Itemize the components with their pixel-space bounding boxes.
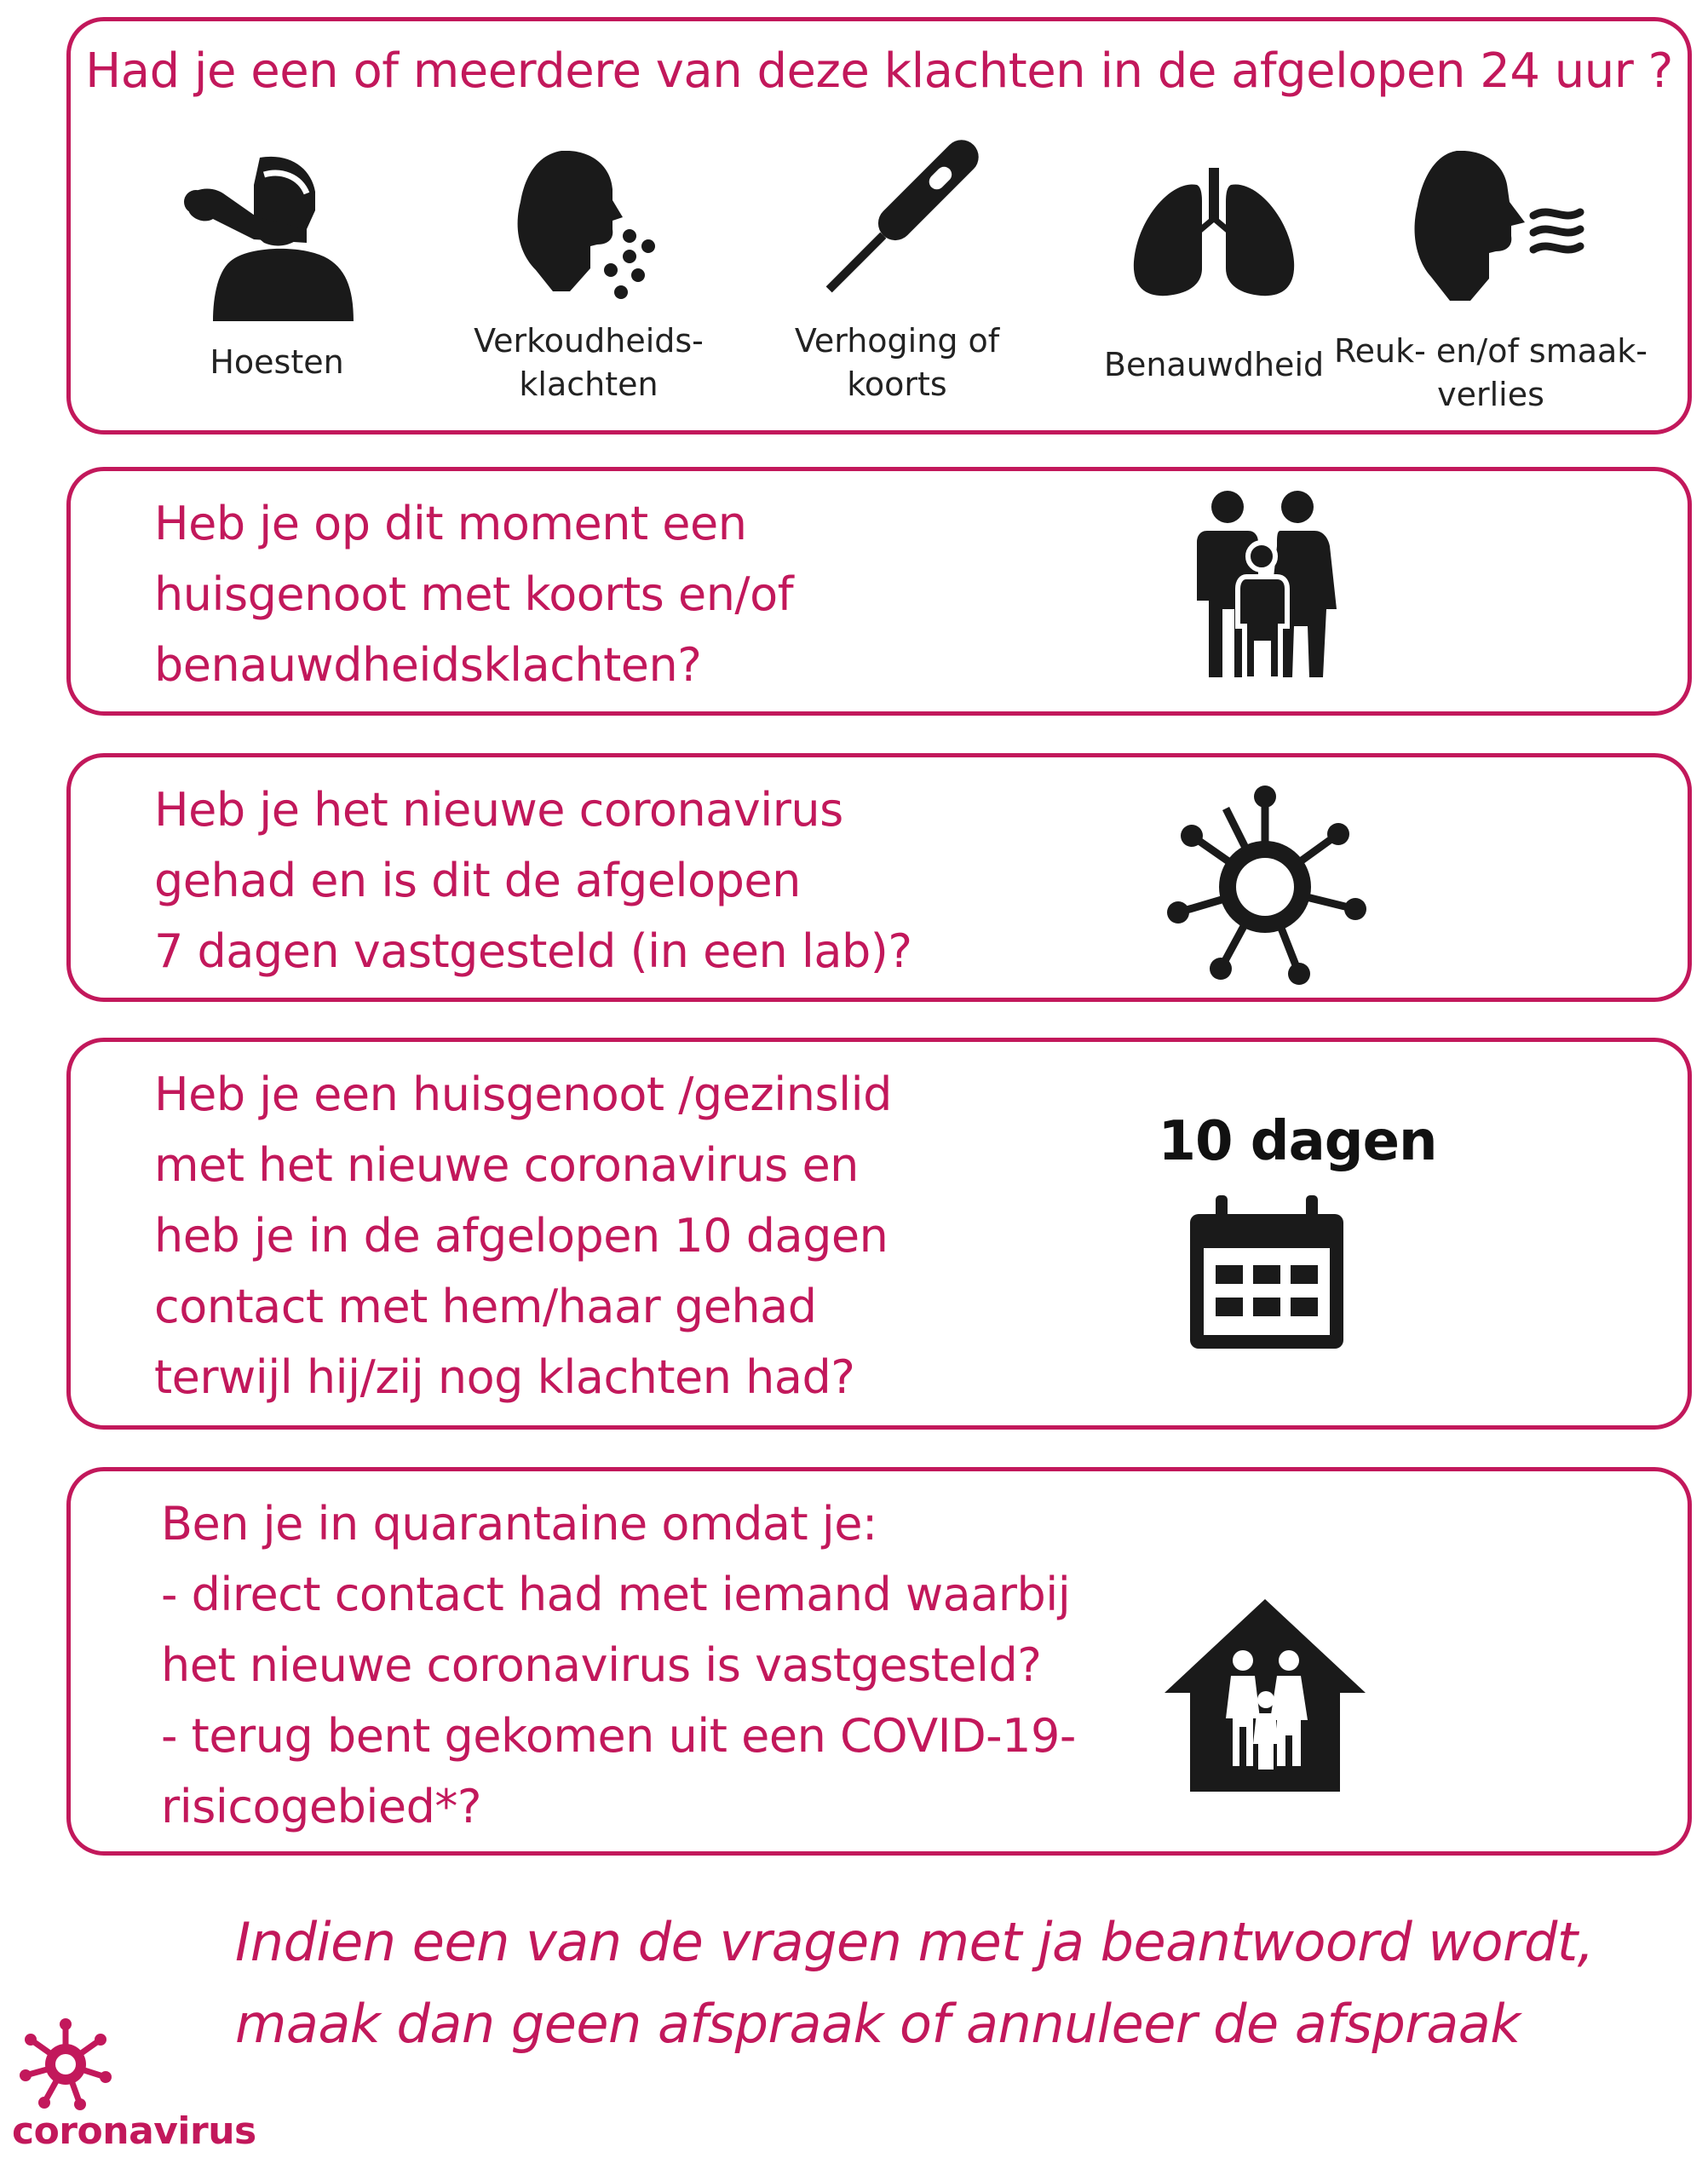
logo-text: coronavirus (12, 2109, 256, 2153)
housemate-infected-panel (66, 1038, 1692, 1430)
symptom-list (71, 132, 1688, 422)
sneezing-head-icon (502, 151, 672, 300)
symptom-label-cough: Hoesten (210, 343, 344, 381)
lungs-icon (1129, 168, 1299, 304)
virus-logo-icon (19, 2017, 112, 2111)
symptoms-panel (66, 17, 1692, 434)
symptom-smell (1329, 132, 1653, 422)
smelling-head-icon (1406, 151, 1602, 304)
thermometer-icon (816, 132, 986, 302)
footer-instruction: Indien een van de vragen met ja beantwoord wordt, maak dan geen afspraak of annuleer de afspraak (235, 1911, 1594, 2055)
symptoms-question: Had je een of meerdere van deze klachten in de afgelopen 24 uur ? (85, 43, 1673, 99)
symptom-cough (115, 132, 439, 422)
housemate-fever-question: Heb je op dit moment een huisgenoot met koorts en/of benauwdheidsklachten? (154, 497, 794, 692)
housemate-fever-panel (66, 467, 1692, 716)
family-icon (1195, 490, 1340, 686)
days-label: 10 dagen (1158, 1110, 1437, 1173)
house-family-icon (1165, 1599, 1366, 1792)
quarantine-panel (66, 1467, 1692, 1856)
symptom-label-smell: Reuk- en/of smaak- verlies (1333, 332, 1648, 414)
virus-icon (1163, 785, 1367, 989)
symptom-label-fever: Verhoging of koorts (794, 322, 1000, 404)
symptom-label-cold: Verkoudheids- klachten (474, 322, 704, 404)
symptom-label-breathing: Benauwdheid (1103, 346, 1325, 383)
coronavirus-logo (12, 2017, 267, 2171)
symptom-breathing (1052, 132, 1376, 422)
housemate-infected-question: Heb je een huisgenoot /gezinslid met het nieuwe coronavirus en heb je in de afgelopen 10 dagen contact met hem/haar gehad terwijl hij/zij nog klachten had? (154, 1067, 892, 1404)
quarantine-question: Ben je in quarantaine omdat je: - direct contact had met iemand waarbij het nieuwe coronavirus is vastgesteld? - terug bent gekomen uit een COVID-19- risicogebied*? (161, 1497, 1076, 1833)
symptom-cold (427, 132, 750, 422)
calendar-icon (1190, 1195, 1343, 1349)
had-coronavirus-question: Heb je het nieuwe coronavirus gehad en is dit de afgelopen 7 dagen vastgesteld (in een lab)? (154, 783, 912, 978)
coughing-person-icon (179, 151, 375, 321)
symptom-fever (735, 132, 1059, 422)
had-coronavirus-panel (66, 753, 1692, 1002)
